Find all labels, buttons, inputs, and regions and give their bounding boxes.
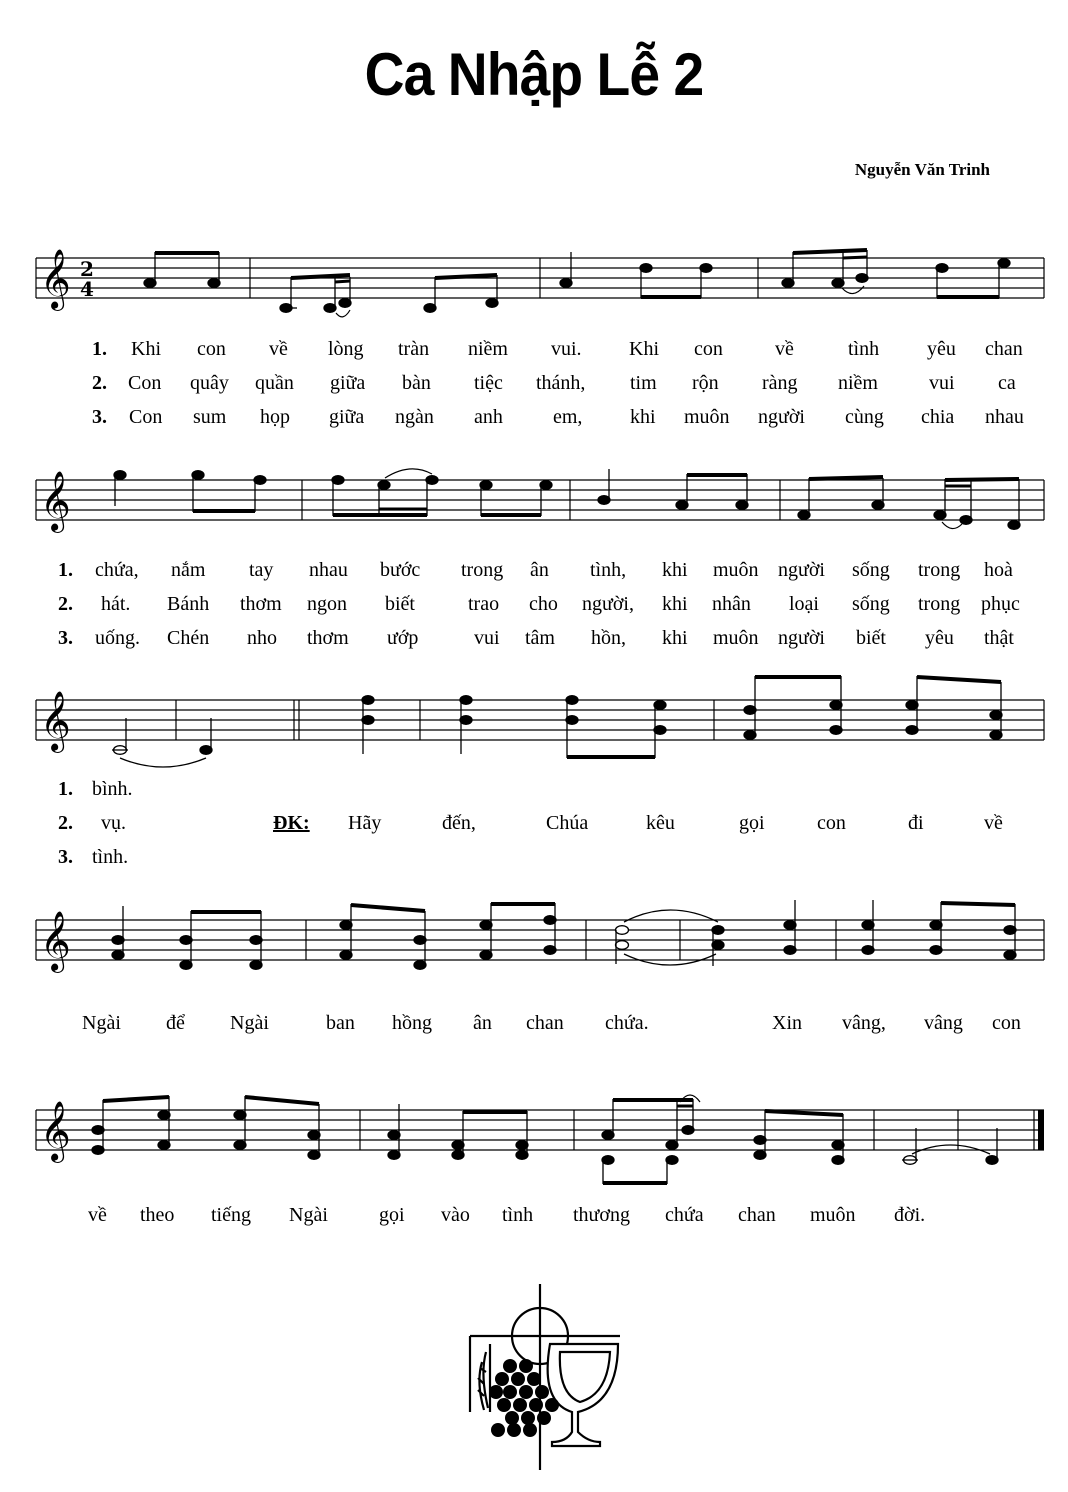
lyric-word: giữa: [330, 372, 366, 394]
lyric-word: Bánh: [167, 593, 210, 615]
lyric-word: tình: [502, 1204, 534, 1226]
lyric-word: con: [694, 338, 723, 360]
lyric-word: tiệc: [474, 372, 503, 394]
lyric-word: quây: [190, 372, 229, 394]
lyric-word: Ngài: [82, 1012, 121, 1034]
song-title: Ca Nhập Lễ 2: [364, 41, 704, 108]
lyric-word: khi: [662, 593, 688, 615]
lyric-word: vào: [441, 1204, 470, 1226]
lyric-word: tình.: [92, 846, 129, 868]
lyric-word: biết: [385, 593, 415, 615]
lyric-word: tiếng: [211, 1204, 251, 1226]
lyric-word: đời.: [894, 1204, 926, 1226]
lyric-word: ca: [998, 372, 1016, 394]
lyric-word: quần: [255, 372, 294, 394]
lyric-word: khi: [630, 406, 656, 428]
lyric-word: tình,: [590, 559, 627, 581]
lyric-word: bàn: [402, 372, 431, 394]
lyric-word: muôn: [713, 627, 759, 649]
lyric-line-s3-v3: [0, 846, 1068, 872]
lyric-word: vui: [929, 372, 955, 394]
lyric-word: hồn,: [591, 627, 626, 649]
lyric-word: cùng: [845, 406, 884, 428]
lyric-word: ràng: [762, 372, 798, 394]
lyric-word: người: [778, 627, 825, 649]
lyric-word: uống.: [95, 627, 140, 649]
lyric-word: theo: [140, 1204, 175, 1226]
svg-text:𝄞: 𝄞: [40, 471, 71, 531]
lyric-word: chia: [921, 406, 955, 428]
staff-system-2: [0, 452, 1068, 542]
lyric-word: gọi: [739, 812, 765, 834]
lyric-word: ướp: [387, 627, 419, 649]
lyric-word: cho: [529, 593, 558, 615]
refrain-label: ĐK:: [273, 812, 310, 834]
lyric-word: người: [778, 559, 825, 581]
lyric-word: ngon: [307, 593, 347, 615]
lyric-word: giữa: [329, 406, 365, 428]
lyric-word: người: [758, 406, 805, 428]
lyric-word: phục: [981, 593, 1020, 615]
lyric-word: trao: [468, 593, 500, 615]
lyric-line-s2-v1: [0, 559, 1068, 585]
lyric-word: hoà: [984, 559, 1013, 581]
lyric-word: thơm: [240, 593, 282, 615]
lyric-word: tràn: [398, 338, 430, 360]
lyric-word: người,: [582, 593, 634, 615]
lyric-word: chan: [985, 338, 1023, 360]
staff-system-1: [0, 230, 1068, 320]
lyric-word: đến,: [442, 812, 476, 834]
lyric-line-s1-v2: [0, 372, 1068, 398]
verse-number: 1.: [58, 559, 73, 581]
lyric-word: rộn: [692, 372, 719, 394]
lyric-word: con: [197, 338, 226, 360]
lyric-word: nắm: [171, 559, 206, 581]
lyric-word: yêu: [927, 338, 956, 360]
verse-number: 1.: [58, 778, 73, 800]
lyric-word: vụ.: [101, 812, 126, 834]
lyric-word: tâm: [525, 627, 555, 649]
lyric-word: họp: [260, 406, 290, 428]
lyric-word: sống: [852, 559, 890, 581]
lyric-word: nho: [247, 627, 277, 649]
lyric-word: nhau: [309, 559, 348, 581]
lyric-word: lòng: [328, 338, 364, 360]
verse-number: 3.: [58, 846, 73, 868]
lyric-line-s2-v2: [0, 593, 1068, 619]
verse-number: 2.: [58, 812, 73, 834]
lyric-word: Chúa: [546, 812, 589, 834]
lyric-word: về: [984, 812, 1003, 834]
verse-number: 3.: [58, 627, 73, 649]
lyric-line-s3-v2: [0, 812, 1068, 838]
lyric-word: nhau: [985, 406, 1024, 428]
verse-number: 1.: [92, 338, 107, 360]
lyric-word: về: [88, 1204, 107, 1226]
lyric-word: tim: [630, 372, 657, 394]
lyric-line-s5: [0, 1204, 1068, 1230]
lyric-word: loại: [789, 593, 819, 615]
lyric-word: khi: [662, 627, 688, 649]
lyric-word: Xin: [772, 1012, 802, 1034]
lyric-word: con: [817, 812, 846, 834]
lyric-word: thương: [573, 1204, 630, 1226]
svg-text:𝄞: 𝄞: [40, 1101, 71, 1161]
verse-number: 2.: [58, 593, 73, 615]
svg-text:2: 2: [80, 257, 94, 281]
verse-number: 2.: [92, 372, 107, 394]
lyric-word: hát.: [101, 593, 131, 615]
lyric-word: ngàn: [395, 406, 434, 428]
lyric-word: Khi: [629, 338, 659, 360]
lyric-word: Hãy: [348, 812, 382, 834]
lyric-word: để: [166, 1012, 185, 1034]
svg-text:4: 4: [80, 277, 94, 301]
lyric-word: hồng: [392, 1012, 432, 1034]
lyric-line-s3-v1: [0, 778, 1068, 804]
lyric-word: vui: [474, 627, 500, 649]
lyric-word: vâng: [924, 1012, 963, 1034]
staff-system-3: [0, 672, 1068, 762]
lyric-word: về: [775, 338, 794, 360]
lyric-word: muôn: [684, 406, 730, 428]
lyric-word: Khi: [131, 338, 161, 360]
lyric-word: biết: [856, 627, 886, 649]
lyric-word: chan: [526, 1012, 564, 1034]
lyric-word: ban: [326, 1012, 355, 1034]
lyric-word: niềm: [468, 338, 508, 360]
lyric-word: kêu: [646, 812, 675, 834]
lyric-word: bước: [380, 559, 421, 581]
lyric-word: trong: [918, 593, 961, 615]
lyric-word: gọi: [379, 1204, 405, 1226]
lyric-word: Con: [129, 406, 163, 428]
verse-number: 3.: [92, 406, 107, 428]
lyric-line-s2-v3: [0, 627, 1068, 653]
lyric-word: sum: [193, 406, 227, 428]
lyric-word: vâng,: [842, 1012, 886, 1034]
lyric-word: trong: [918, 559, 961, 581]
staff-system-5: [0, 1082, 1068, 1172]
lyric-line-s4: [0, 1012, 1068, 1038]
lyric-word: thánh,: [536, 372, 586, 394]
lyric-word: sống: [852, 593, 890, 615]
lyric-word: yêu: [925, 627, 954, 649]
eucharist-emblem-icon: [460, 1282, 630, 1472]
lyric-word: ân: [530, 559, 549, 581]
lyric-word: Con: [128, 372, 162, 394]
lyric-word: muôn: [810, 1204, 856, 1226]
lyric-word: Chén: [167, 627, 210, 649]
lyric-word: trong: [461, 559, 504, 581]
svg-text:𝄞: 𝄞: [40, 691, 71, 751]
svg-text:𝄞: 𝄞: [40, 249, 71, 309]
lyric-word: ân: [473, 1012, 492, 1034]
composer-name: Nguyễn Văn Trinh: [854, 160, 990, 179]
lyric-word: khi: [662, 559, 688, 581]
lyric-word: chứa,: [95, 559, 139, 581]
lyric-line-s1-v1: [0, 338, 1068, 364]
lyric-word: thật: [984, 627, 1014, 649]
lyric-word: vui.: [551, 338, 582, 360]
lyric-word: em,: [553, 406, 583, 428]
svg-text:𝄞: 𝄞: [40, 911, 71, 971]
lyric-word: chứa: [665, 1204, 704, 1226]
lyric-line-s1-v3: [0, 406, 1068, 432]
lyric-word: tình: [848, 338, 880, 360]
lyric-word: con: [992, 1012, 1021, 1034]
lyric-word: đi: [908, 812, 924, 834]
lyric-word: muôn: [713, 559, 759, 581]
lyric-word: về: [269, 338, 288, 360]
lyric-word: chan: [738, 1204, 776, 1226]
lyric-word: bình.: [92, 778, 133, 800]
lyric-word: tay: [249, 559, 274, 581]
lyric-word: Ngài: [289, 1204, 328, 1226]
lyric-word: niềm: [838, 372, 878, 394]
lyric-word: thơm: [307, 627, 349, 649]
staff-system-4: [0, 892, 1068, 982]
lyric-word: nhân: [712, 593, 751, 615]
lyric-word: Ngài: [230, 1012, 269, 1034]
lyric-word: anh: [474, 406, 503, 428]
lyric-word: chứa.: [605, 1012, 649, 1034]
